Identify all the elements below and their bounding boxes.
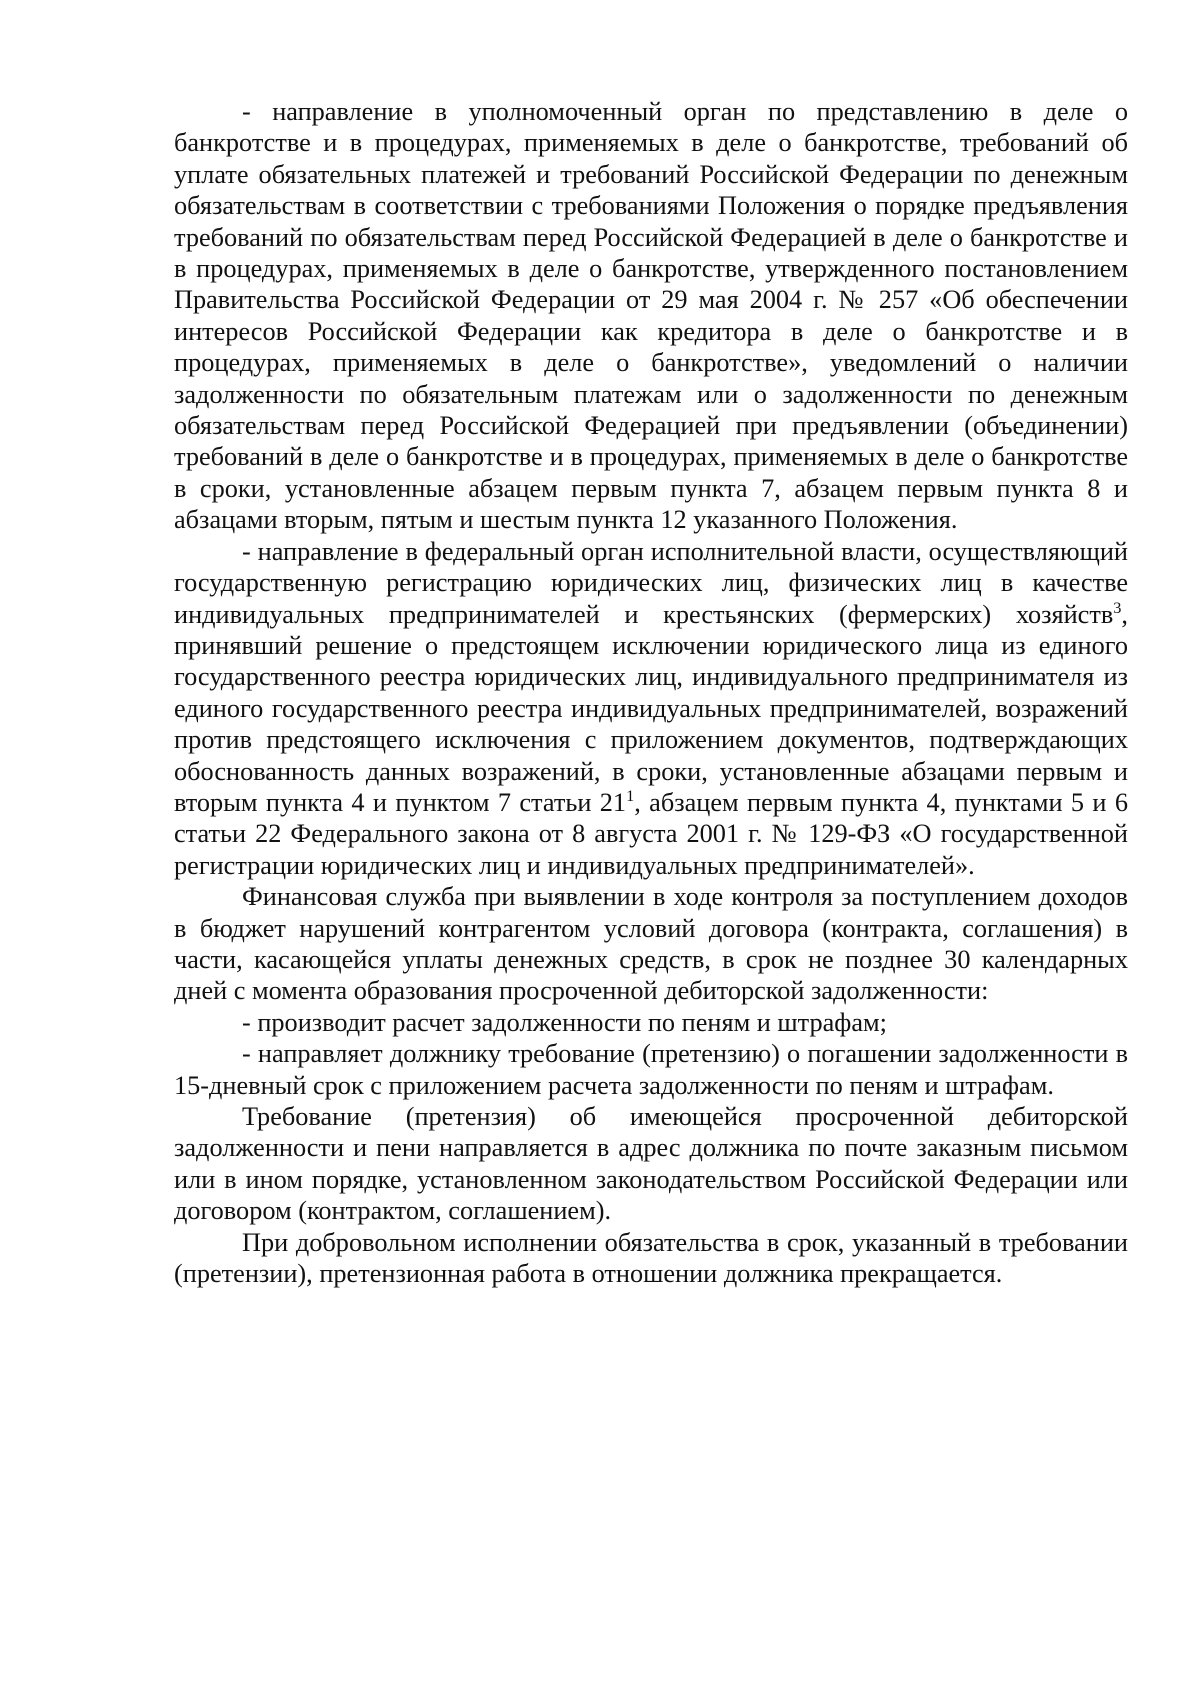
paragraph-bankruptcy-claims: - направление в уполномоченный орган по представлению в деле о банкротстве и в процедурах, применяемых в деле о банкротстве, требований об уплате обязательных платежей и требований Российской Федерации по денежным обязательствам в соответствии с требованиями Положения о порядке предъявления требований по обязательствам перед Российской Федерацией в деле о банкротстве и в процедурах, применяемых в деле о банкротстве, утвержденного постановлением Правительства Российской Федерации от 29 мая 2004 г. № 257 «Об обеспечении интересов Российской Федерации как кредитора в деле о банкротстве и в процедурах, применяемых в деле о банкротстве», уведомлений о наличии задолженности по обязательным платежам или о задолженности по денежным обязательствам перед Российской Федерацией при предъявлении (объединении) требований в деле о банкротстве и в процедурах, применяемых в деле о банкротстве в сроки, установленные абзацем первым пункта 7, абзацем первым пункта 8 и абзацами вторым, пятым и шестым пункта 12 указанного Положения.	[174, 97, 1128, 535]
paragraph-penalty-calculation: - производит расчет задолженности по пеням и штрафам;	[242, 1007, 887, 1037]
document-body	[174, 96, 1128, 1289]
article-superscript: 1	[626, 785, 635, 805]
paragraph-claim-sending: - направляет должнику требование (претензию) о погашении задолженности в 15-дневный срок с приложением расчета задолженности по пеням и штрафам.	[174, 1039, 1128, 1100]
paragraph-claim-delivery: Требование (претензия) об имеющейся просроченной дебиторской задолженности и пени направляется в адрес должника по почте заказным письмом или в ином порядке, установленном законодательством Российской Федерации или договором (контрактом, соглашением).	[174, 1102, 1128, 1226]
paragraph-voluntary-fulfillment: При добровольном исполнении обязательства в срок, указанный в требовании (претензии), претензионная работа в отношении должника прекращается.	[174, 1227, 1128, 1289]
paragraph-text: , абзацем первым пункта 4, пунктами 5 и 6 статьи 22 Федерального закона от 8 августа 2001 г. № 129-ФЗ «О государственной регистрации юридических лиц и индивидуальных предпринимателей».	[174, 787, 1128, 880]
footnote-marker: 3	[1113, 597, 1122, 617]
paragraph-text: - направление в федеральный орган исполнительной власти, осуществляющий государственную регистрацию юридических лиц, физических лиц в качестве индивидуальных предпринимателей и крестьянских (фермерских) хозяйств	[174, 536, 1128, 629]
paragraph-text: , принявший решение о предстоящем исключении юридического лица из единого государственного реестра юридических лиц, индивидуального предпринимателя из единого государственного реестра индивидуальных предпринимателей, возражений против предстоящего исключения с приложением документов, подтверждающих обоснованность данных возражений, в сроки, установленные абзацами первым и вторым пункта 4 и пунктом 7 статьи 21	[174, 599, 1128, 817]
paragraph-registration-objection	[174, 536, 1128, 881]
paragraph-financial-service: Финансовая служба при выявлении в ходе контроля за поступлением доходов в бюджет нарушений контрагентом условий договора (контракта, соглашения) в части, касающейся уплаты денежных средств, в срок не позднее 30 календарных дней с момента образования просроченной дебиторской задолженности:	[174, 882, 1128, 1006]
